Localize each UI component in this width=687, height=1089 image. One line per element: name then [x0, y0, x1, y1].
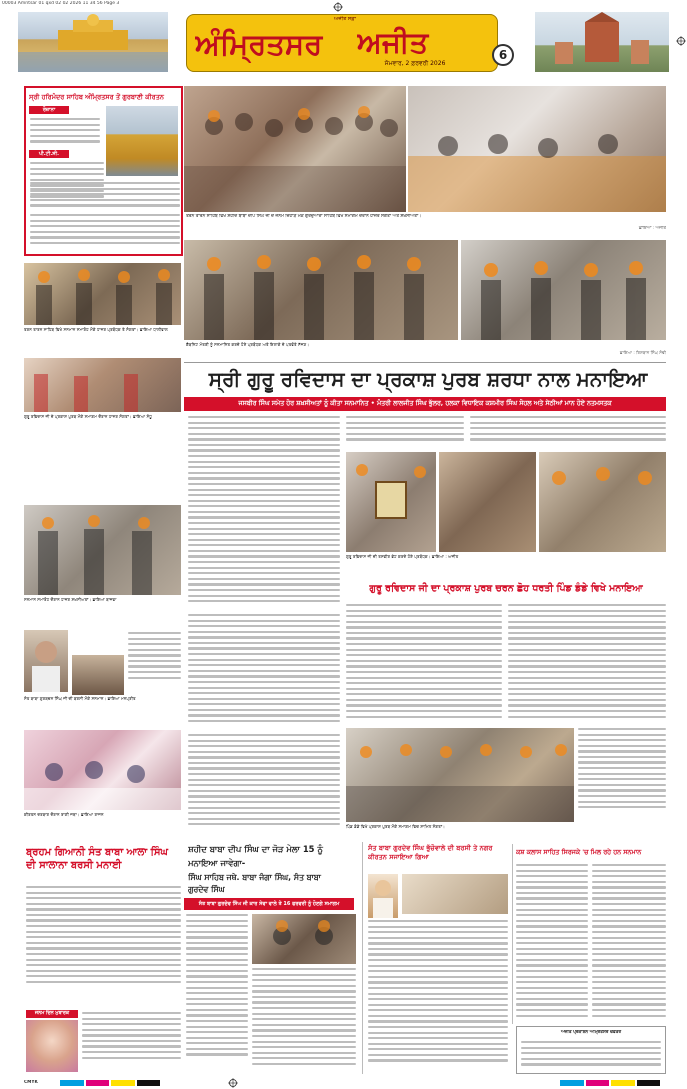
middle-feature-credit: ਛਾਇਆ : ਰਿਸ਼ਬਾਨ ਸਿੰਘ ਸੋਢੀ — [619, 350, 666, 355]
footer-color-bar-right — [560, 1080, 660, 1086]
bottom-right-text-b1 — [516, 864, 588, 1024]
main-headline: ਸ੍ਰੀ ਗੁਰੂ ਰਵਿਦਾਸ ਦਾ ਪ੍ਰਕਾਸ਼ ਪੁਰਬ ਸ਼ਰਧਾ ਨਾਲ ਮਨਾਇਆ — [208, 367, 648, 391]
top-feature-photo-right — [408, 86, 666, 212]
masthead-title-amritsar: ਅੰਮ੍ਰਿਤਸਰ — [195, 27, 323, 61]
main-story-column-1 — [188, 416, 340, 612]
left-photo-1 — [24, 263, 181, 325]
ad-label-daily: ਰੋਜ਼ਾਨਾ — [29, 106, 69, 114]
bottom-center-headline-1: ਸ਼ਹੀਦ ਬਾਬਾ ਦੀਪ ਸਿੰਘ ਦਾ ਜੋੜ ਮੇਲਾ 15 ਨੂੰ ਮਨਾਇਆ ਜਾਵੇਗਾ- — [188, 844, 323, 868]
second-headline: ਗੁਰੂ ਰਵਿਦਾਸ ਜੀ ਦਾ ਪ੍ਰਕਾਸ਼ ਪੁਰਬ ਚਰਨ ਛੋਹ ਧਰਤੀ ਪਿੰਡ ਡੰਡੇ ਵਿਖੇ ਮਨਾਇਆ — [369, 583, 643, 594]
second-story-col-3b — [578, 728, 666, 824]
divider-main — [184, 362, 666, 363]
left-caption-4: ਸੰਤ ਬਾਬਾ ਗੁਰਬਚਨ ਸਿੰਘ ਜੀ ਦੀ ਬਰਸੀ ਮੌਕੇ ਸਨਮਾਨ। ਛਾਇਆ ਮਨਪ੍ਰੀਤ — [24, 696, 136, 701]
divider-bottom-2 — [512, 844, 513, 1024]
top-feature-photo-large — [184, 86, 406, 212]
masthead-date: ਸੋਮਵਾਰ, 2 ਫ਼ਰਵਰੀ 2026 — [384, 60, 446, 67]
bottom-right-text-a — [368, 920, 508, 1068]
ad-label-ptc-1: ਪੀ.ਟੀ.ਸੀ. — [29, 150, 69, 158]
birthday-label: ਜਨਮ ਦਿਨ ਮੁਬਾਰਕ — [26, 1010, 78, 1018]
second-story-caption: ਪਿੰਡ ਡੰਡੇ ਵਿਖੇ ਪ੍ਰਕਾਸ਼ ਪੁਰਬ ਮੌਕੇ ਸਮਾਗਮ ਵਿਚ ਸ਼ਾਮਿਲ ਸੰਗਤਾਂ। — [346, 824, 445, 829]
bottom-right-text-b2 — [592, 864, 666, 1024]
imprint-title: ਅਜੀਤ ਪ੍ਰਕਾਸ਼ਨ ਅੰਮ੍ਰਿਤਸਰ ਦਫ਼ਤਰ — [560, 1030, 622, 1035]
left-birthday-text — [82, 1012, 181, 1068]
top-feature-credit: ਛਾਇਆ : ਅਜੀਤ — [638, 226, 666, 231]
main-photo-a — [346, 452, 436, 552]
left-kirtan-photo — [24, 730, 181, 810]
main-story-column-2 — [346, 416, 464, 448]
left-portrait-photo — [24, 630, 68, 692]
heritage-temple-photo — [535, 12, 669, 72]
nagar-kirtan-photo — [402, 874, 508, 914]
ad-text-lines-1 — [30, 118, 100, 148]
ad-text-lines-4 — [30, 214, 180, 254]
second-story-col-2 — [346, 604, 502, 724]
left-caption-1: ਤਰਨ ਤਾਰਨ ਸਾਹਿਬ ਵਿਖੇ ਸਨਮਾਨ ਸਮਾਰੋਹ ਮੌਕੇ ਹਾਜ਼ਰ ਪ੍ਰਬੰਧਕ ਤੇ ਸੰਗਤਾਂ। ਛਾਇਆ ਧਾਲੀਵਾਲ — [24, 327, 168, 332]
second-story-col-1b — [188, 734, 340, 834]
left-caption-5: ਕੀਰਤਨ ਦਰਬਾਰ ਦੌਰਾਨ ਰਾਗੀ ਜਥਾ। ਛਾਇਆ ਰਾਜਨ — [24, 812, 104, 817]
bottom-center-headline-2: ਸਿੰਘ ਸਾਹਿਬ ਜਥੇ. ਬਾਬਾ ਜੰਗਾ ਸਿੰਘ, ਸੰਤ ਬਾਬਾ ਗੁਰਦੇਵ ਸਿੰਘ — [188, 873, 321, 894]
left-photo-3 — [24, 505, 181, 595]
imprint-box — [516, 1026, 666, 1074]
footer-color-bar-left — [60, 1080, 160, 1086]
left-caption-2: ਗੁਰੂ ਰਵਿਦਾਸ ਜੀ ਦੇ ਪ੍ਰਕਾਸ਼ ਪੁਰਬ ਮੌਕੇ ਸਮਾਗਮ ਦੌਰਾਨ ਹਾਜ਼ਰ ਸੰਗਤਾਂ। ਛਾਇਆ ਸੰਧੂ — [24, 414, 152, 419]
footer-cmyk-mark: CMYK — [24, 1080, 38, 1085]
main-subhead-strip: ਜਸਬੀਰ ਸਿੰਘ ਸਮੇਤ ਹੋਰ ਸ਼ਖ਼ਸੀਅਤਾਂ ਨੂੰ ਕੀਤਾ ਸਨਮਾਨਿਤ • ਮੰਤਰੀ ਲਾਲਜੀਤ ਸਿੰਘ ਭੁੱਲਰ, ਹਲਕਾ ਵਿਧਾਇਕ ਕਸ਼ਮੀਰ ਸਿੰਘ ਸੋਹਲ ਅਤੇ ਸੇਠੀਆਂ ਮਾਨ ਹੋਏ ਨਤਮਸਤਕ — [184, 397, 666, 411]
gurbani-ad-block — [24, 86, 183, 256]
left-bottom-headline: ਬ੍ਰਹਮ ਗਿਆਨੀ ਸੰਤ ਬਾਬਾ ਆਲਾ ਸਿੰਘ ਦੀ ਸਾਲਾਨਾ ਬਰਸੀ ਮਨਾਈ — [26, 847, 168, 871]
bottom-center-red-strip: ਸੰਤ ਬਾਬਾ ਗੁਰਦੇਵ ਸਿੰਘ ਜੀ ਕਾਰ ਸੇਵਾ ਵਾਲੇ ਤੇ 16 ਫਰਵਰੀ ਨੂੰ ਹੋਣਗੇ ਸਮਾਗਮ — [184, 898, 354, 910]
main-story-column-3 — [470, 416, 666, 448]
ad-title: ਸ੍ਰੀ ਹਰਿਮੰਦਰ ਸਾਹਿਬ ਅੰਮ੍ਰਿਤਸਰ ਤੋਂ ਗੁਰਬਾਣੀ ਕੀਰਤਨ — [29, 93, 164, 101]
ad-text-lines-3 — [30, 182, 180, 212]
masthead-title-ajit: ਅਜੀਤ — [357, 25, 429, 59]
imprint-lines — [521, 1041, 661, 1071]
left-caption-3: ਸਨਮਾਨ ਸਮਾਰੋਹ ਦੌਰਾਨ ਹਾਜ਼ਰ ਸ਼ਖ਼ਸੀਅਤਾਂ। ਛਾਇਆ ਬਾਜਵਾ — [24, 597, 117, 602]
registration-mark-bottom — [228, 1078, 238, 1088]
golden-temple-photo — [18, 12, 168, 72]
divider-bottom — [362, 842, 363, 1074]
bottom-center-text-a — [186, 914, 248, 1064]
bottom-center-text-b — [252, 968, 356, 1068]
second-story-col-1 — [188, 614, 340, 730]
second-story-col-3 — [508, 604, 666, 724]
birthday-child-photo — [26, 1020, 78, 1072]
masthead-banner — [186, 14, 498, 72]
saint-portrait-photo — [368, 874, 398, 918]
masthead-small-line: ਅਜੀਤ ਸਫ਼ਾ — [334, 16, 356, 22]
top-feature-caption: ਤਰਨ ਤਾਰਨ ਸਾਹਿਬ ਵਿਖੇ ਸ਼ਹੀਦ ਬਾਬਾ ਦੀਪ ਸਿੰਘ ਜੀ ਦੇ ਜਨਮ ਦਿਹਾੜੇ ਮੌਕੇ ਗੁਰਦੁਆਰਾ ਸਾਹਿਬ ਵਿਖੇ ਸਮਾਗਮ ਦੌਰਾਨ ਹਾਜ਼ਰ ਸੰਗਤਾਂ ਅਤੇ ਸ਼ਖ਼ਸੀਅਤਾਂ। — [186, 214, 422, 219]
left-group-small-photo — [72, 655, 124, 695]
golden-temple-small-photo — [106, 106, 178, 176]
print-slug: 00003 Amritsar 01 qxd 02 02 2026 11 34 56 Page 3 — [2, 1, 120, 6]
middle-feature-photo-2 — [461, 240, 666, 340]
bottom-right-headline-b: ਕਸ਼ ਕਲਾਸ ਸਾਹਿਤ ਸਿਰਜਕੇ 'ਚ ਮਿਲ ਰਹੇ ਹਨ ਸਨਮਾਨ — [516, 849, 642, 856]
left-text-lines-a — [128, 632, 181, 686]
registration-mark-top — [333, 2, 343, 12]
second-story-photo — [346, 728, 574, 822]
middle-feature-photo-1 — [184, 240, 458, 340]
left-bottom-text — [26, 886, 181, 996]
page-number: 6 — [492, 44, 514, 66]
bottom-center-photo — [252, 914, 356, 964]
main-photo-c — [539, 452, 666, 552]
main-photo-b — [439, 452, 536, 552]
main-photo-caption: ਗੁਰੂ ਰਵਿਦਾਸ ਜੀ ਦੀ ਤਸਵੀਰ ਭੇਟ ਕਰਦੇ ਹੋਏ ਪ੍ਰਬੰਧਕ। ਛਾਇਆ : ਅਜੀਤ — [346, 554, 459, 559]
registration-mark-right — [676, 36, 686, 46]
middle-feature-caption: ਕੈਬਨਿਟ ਮੰਤਰੀ ਨੂੰ ਸਨਮਾਨਿਤ ਕਰਦੇ ਹੋਏ ਪ੍ਰਬੰਧਕ ਅਤੇ ਇਲਾਕੇ ਦੇ ਪਤਵੰਤੇ ਸੱਜਣ। — [186, 342, 310, 347]
left-photo-2 — [24, 358, 181, 412]
bottom-right-headline-a: ਸੰਤ ਬਾਬਾ ਗੁਰਦੇਵ ਸਿੰਘ ਭੁੱਚੋਵਾਲੇ ਦੀ ਬਰਸੀ ਤੇ ਨਗਰ ਕੀਰਤਨ ਸਜਾਇਆ ਗਿਆ — [368, 844, 493, 861]
